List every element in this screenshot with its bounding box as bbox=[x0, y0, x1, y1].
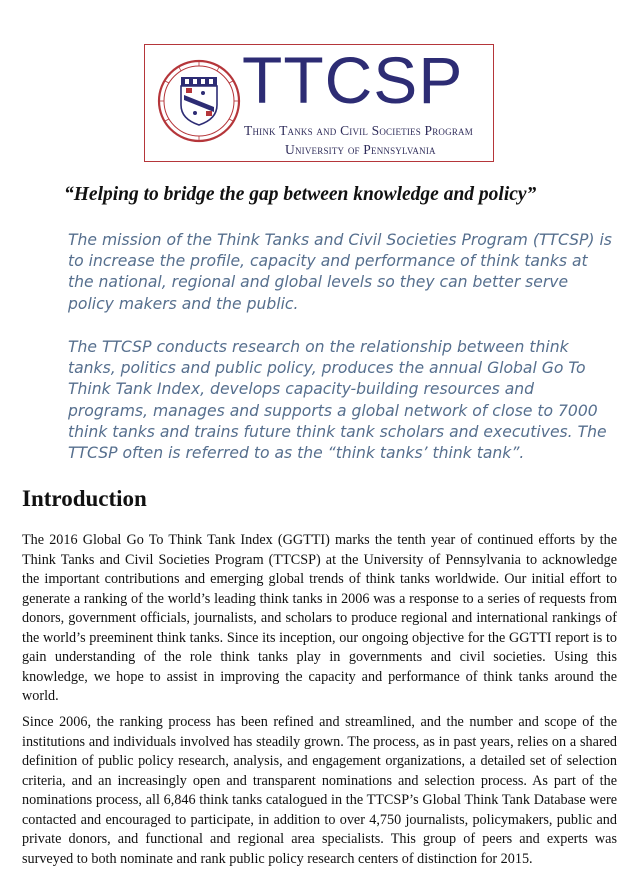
mission-paragraph-1: The mission of the Think Tanks and Civil Societies Program (TTCSP) is to increase the profile, capacity and performance of think tanks at the national, regional and global levels so they can better serve policy makers and the public. bbox=[68, 231, 612, 313]
program-name: Think Tanks and Civil Societies Program bbox=[244, 123, 473, 138]
tagline: “Helping to bridge the gap between knowledge and policy” bbox=[64, 184, 537, 205]
introduction-paragraph-2: Since 2006, the ranking process has been refined and streamlined, and the number and scope of the institutions and individuals involved has steadily grown. The process, as in past years, relies on a shared definition of public policy research, analysis, and engagement organizations, a detailed set of selection criteria, and an increasingly open and transparent nominations and selection process. As part of the nominations process, all 6,846 think tanks catalogued in the TTCSP’s Global Think Tank Database were contacted and encouraged to participate, in addition to over 4,750 journalists, policymakers, public and private donors, and functional and regional area specialists. This group of peers and experts was surveyed to both nominate and rank public policy research centers of distinction for 2015. bbox=[22, 714, 617, 867]
university-seal-icon bbox=[157, 55, 241, 151]
university-name: University of Pennsylvania bbox=[285, 142, 436, 157]
introduction-paragraph-1: The 2016 Global Go To Think Tank Index (GGTTI) marks the tenth year of continued efforts by the Think Tanks and Civil Societies Program (TTCSP) at the University of Pennsylvania to acknowledge the important contributions and emerging global trends of think tanks worldwide. Our initial effort to generate a ranking of the world’s leading think tanks in 2006 was a response to a series of requests from donors, government officials, journalists, and scholars to produce regional and international rankings of the world’s preeminent think tanks. Since its inception, our ongoing objective for the GGTTI report is to gain understanding of the role think tanks play in governments and civil societies. Using this knowledge, we hope to assist in improving the capacity and performance of think tanks around the world. bbox=[22, 532, 617, 705]
mission-paragraph-2: The TTCSP conducts research on the relationship between think tanks, politics and public policy, produces the annual Global Go To Think Tank Index, develops capacity-building resources and programs, manages and supports a global network of close to 7000 think tanks and trains future think tank scholars and executives. The TTCSP often is referred to as the “think tanks’ think tank”. bbox=[68, 338, 607, 463]
ttcsp-acronym: TTCSP bbox=[242, 43, 464, 117]
introduction-heading: Introduction bbox=[22, 486, 147, 511]
ttcsp-logo bbox=[144, 44, 494, 162]
